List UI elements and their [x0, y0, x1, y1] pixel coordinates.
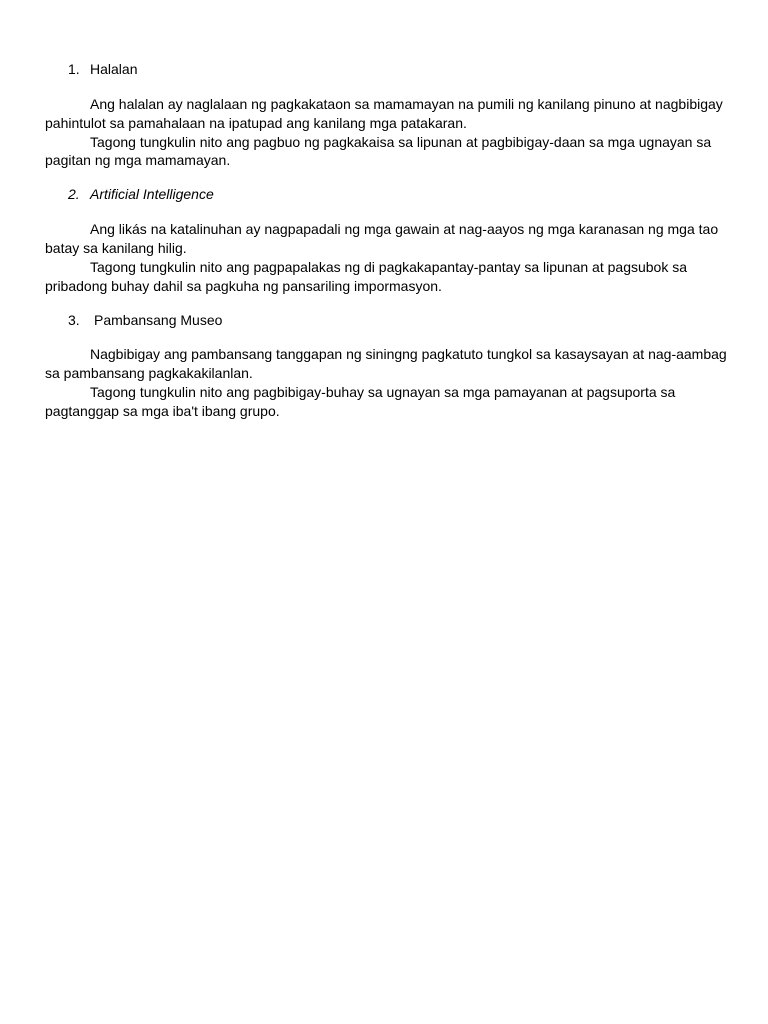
section-3-number: 3.	[68, 312, 80, 328]
section-3-paragraph-1-line-2: sa pambansang pagkakakilanlan.	[45, 365, 253, 381]
section-2-paragraph-1-line-2: batay sa kanilang hilig.	[45, 240, 187, 256]
section-1-number: 1.	[68, 61, 80, 77]
section-2-title: Artificial Intelligence	[90, 186, 214, 202]
section-1-title: Halalan	[90, 61, 138, 77]
section-2-paragraph-1-line-1: Ang likás na katalinuhan ay nagpapadali ng mga gawain at nag-aayos ng mga karanasan ng mga tao	[90, 221, 719, 237]
section-1-paragraph-1-line-1: Ang halalan ay naglalaan ng pagkakataon sa mamamayan na pumili ng kanilang pinuno at nagbibigay	[90, 96, 723, 112]
section-2-paragraph-2-line-2: pribadong buhay dahil sa pagkuha ng pansariling impormasyon.	[45, 278, 442, 294]
section-1-paragraph-1-line-2: pahintulot sa pamahalaan na ipatupad ang kanilang mga patakaran.	[45, 115, 467, 131]
section-3-paragraph-1-line-1: Nagbibigay ang pambansang tanggapan ng siningng pagkatuto tungkol sa kasaysayan at nag-aambag	[90, 346, 727, 362]
section-3-paragraph-2-line-1: Tagong tungkulin nito ang pagbibigay-buhay sa ugnayan sa mga pamayanan at pagsuporta sa	[90, 384, 676, 400]
section-1-paragraph-2-line-2: pagitan ng mga mamamayan.	[45, 152, 231, 168]
section-3-paragraph-2-line-2: pagtanggap sa mga iba't ibang grupo.	[45, 403, 280, 419]
section-2-paragraph-2-line-1: Tagong tungkulin nito ang pagpapalakas ng di pagkakapantay-pantay sa lipunan at pagsubok sa	[90, 259, 688, 275]
section-1-paragraph-2-line-1: Tagong tungkulin nito ang pagbuo ng pagkakaisa sa lipunan at pagbibigay-daan sa mga ugnayan sa	[90, 134, 712, 150]
section-3-title: Pambansang Museo	[94, 312, 223, 328]
section-2-number: 2.	[68, 186, 80, 202]
